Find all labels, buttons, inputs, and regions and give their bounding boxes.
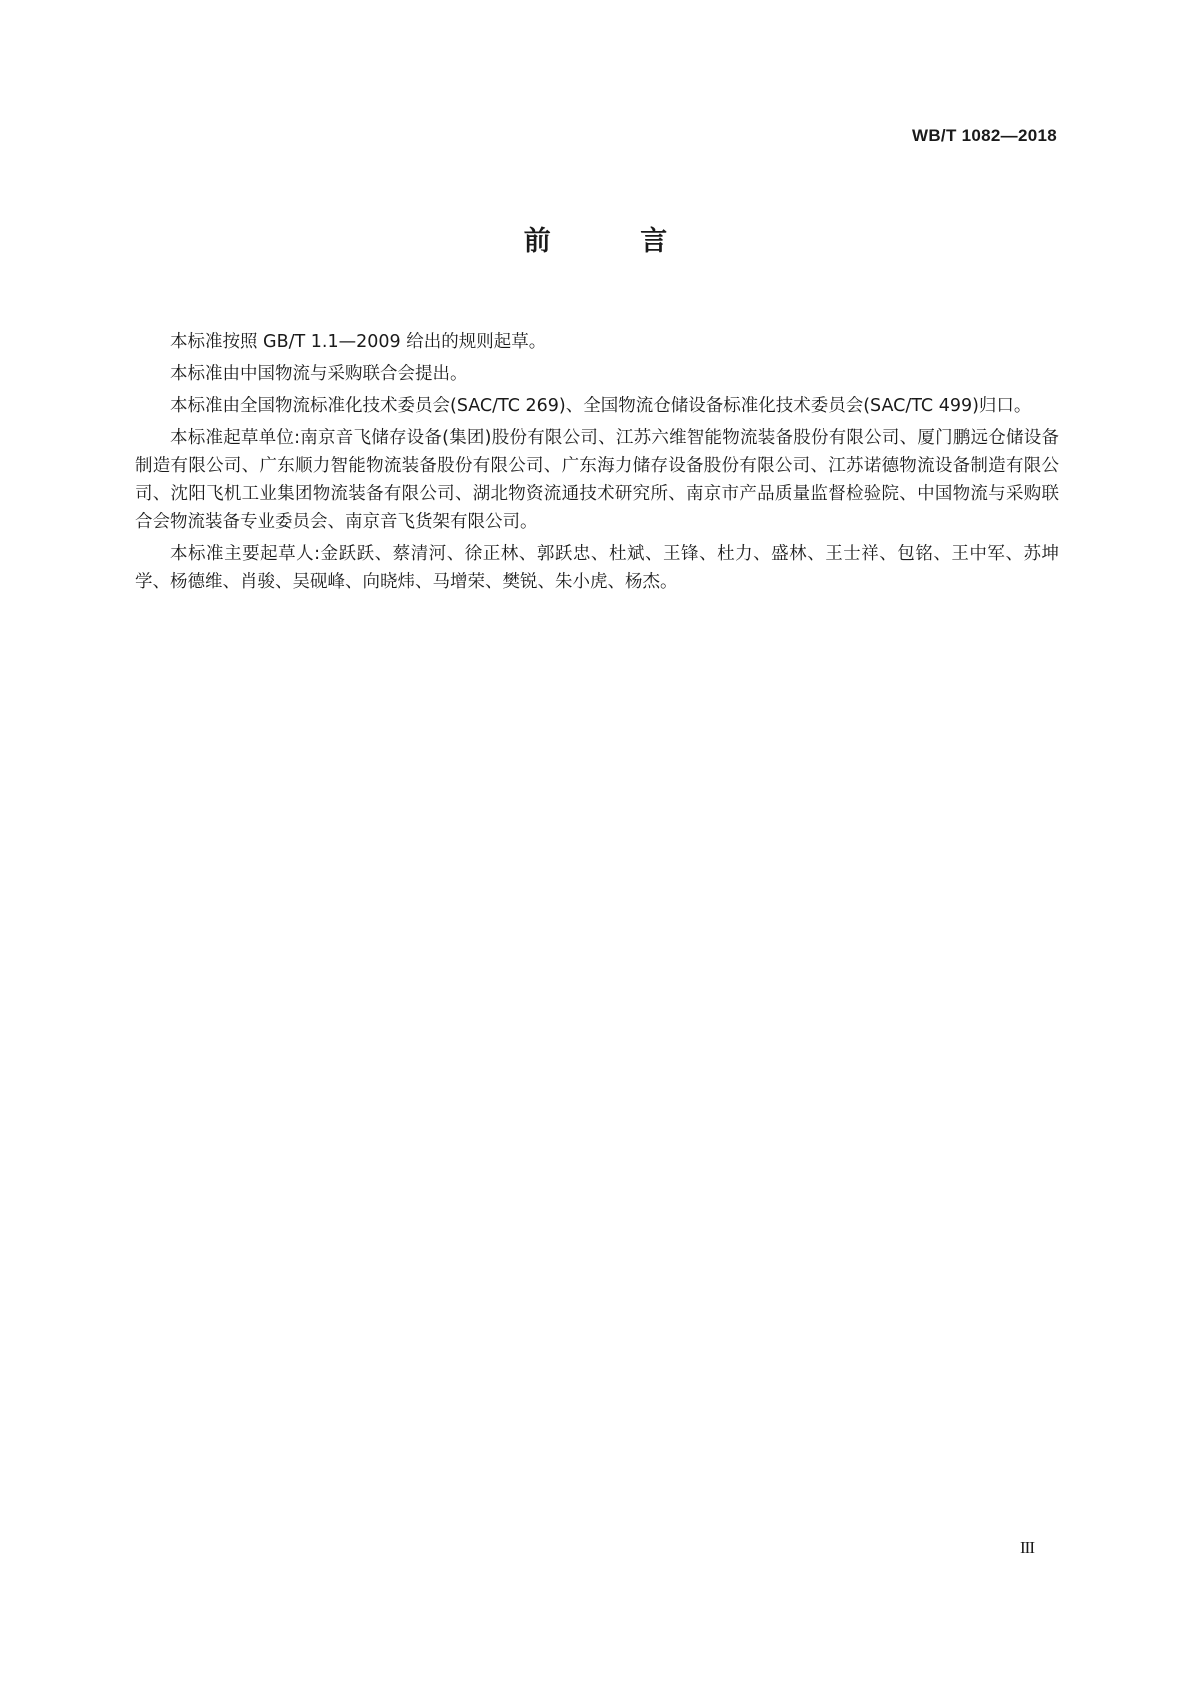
paragraph-drafting-rules: 本标准按照 GB/T 1.1—2009 给出的规则起草。 — [170, 332, 547, 352]
paragraph-proposer: 本标准由中国物流与采购联合会提出。 — [170, 364, 468, 384]
foreword-body — [135, 328, 1059, 600]
paragraph-main-drafters: 本标准主要起草人:金跃跃、蔡清河、徐正林、郭跃忠、杜斌、王锋、杜力、盛林、王士祥、包铭、王中军、苏坤学、杨德维、肖骏、吴砚峰、向晓炜、马增荣、樊锐、朱小虎、杨杰。 — [135, 544, 1059, 592]
paragraph-drafting-units: 本标准起草单位:南京音飞储存设备(集团)股份有限公司、江苏六维智能物流装备股份有限公司、厦门鹏远仓储设备制造有限公司、广东顺力智能物流装备股份有限公司、广东海力储存设备股份有限公司、江苏诺德物流设备制造有限公司、沈阳飞机工业集团物流装备有限公司、湖北物资流通技术研究所、南京市产品质量监督检验院、中国物流与采购联合会物流装备专业委员会、南京音飞货架有限公司。 — [135, 428, 1059, 532]
page-title: 前 言 — [523, 226, 708, 257]
page-number: III — [1020, 1538, 1034, 1557]
standard-code: WB/T 1082—2018 — [912, 126, 1057, 145]
paragraph-technical-committee: 本标准由全国物流标准化技术委员会(SAC/TC 269)、全国物流仓储设备标准化技术委员会(SAC/TC 499)归口。 — [170, 396, 1032, 416]
